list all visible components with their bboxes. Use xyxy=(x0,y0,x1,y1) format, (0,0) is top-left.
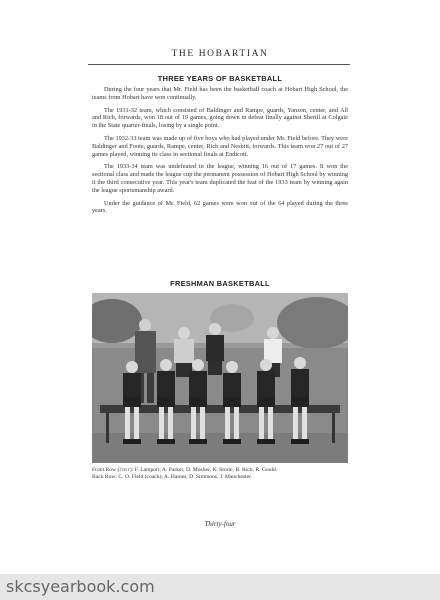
paragraph: The 1932-33 team was made up of five boys who had played under Mr. Field before. They were Baldinger and Foote, guards, Rampe, center, Rich and Nesbitt, forwards. This team won 27 out of 27 games played, winning its class in sectional finals at Endicott. xyxy=(92,134,348,158)
header-rule xyxy=(88,64,350,65)
paragraph: Under the guidance of Mr. Field, 62 games were won out of the 64 played during the three years. xyxy=(92,199,348,215)
watermark-bar xyxy=(0,574,440,600)
paragraph: During the four years that Mr. Field has been the basketball coach at Hobart High School, the teams from Hobart have won continually. xyxy=(92,86,348,101)
photo-title: FRESHMAN BASKETBALL xyxy=(170,279,270,288)
watermark-text: skcsyearbook.com xyxy=(6,577,155,596)
article-body xyxy=(92,86,348,220)
article-title: THREE YEARS OF BASKETBALL xyxy=(157,74,283,83)
team-photo-drawing xyxy=(92,293,348,463)
team-photo xyxy=(92,293,348,463)
running-header: THE HOBARTIAN xyxy=(171,49,269,59)
caption-front-row: Front Row (l to r): F. Lamport, A. Parker, D. Mosher, K. Storie, B. Rich, R. Gould. xyxy=(92,467,278,473)
photo-caption xyxy=(92,467,348,481)
page-number: Thirty-four xyxy=(204,520,236,528)
paragraph: The 1931-32 team, which consisted of Baldinger and Rampe, guards, Yanson, center, and All and Rich, forwards, won 18 out of 19 games, going down in defeat finally against Sherill at Colgate in the State quarter-finals, losing by a single point. xyxy=(92,106,348,130)
caption-back-row: Back Row: C. O. Field (coach), A. Haines, D. Simmons, J. Manchester. xyxy=(92,474,253,480)
paragraph: The 1933-34 team was undefeated in the league, winning 16 out of 17 games. It won the sectional class and made the league cup the permanent possession of Hobart High School by winning it the third consecutive year. This year's team duplicated the feat of the 1933 team by winning again the league sportsmanship award. xyxy=(92,163,348,194)
